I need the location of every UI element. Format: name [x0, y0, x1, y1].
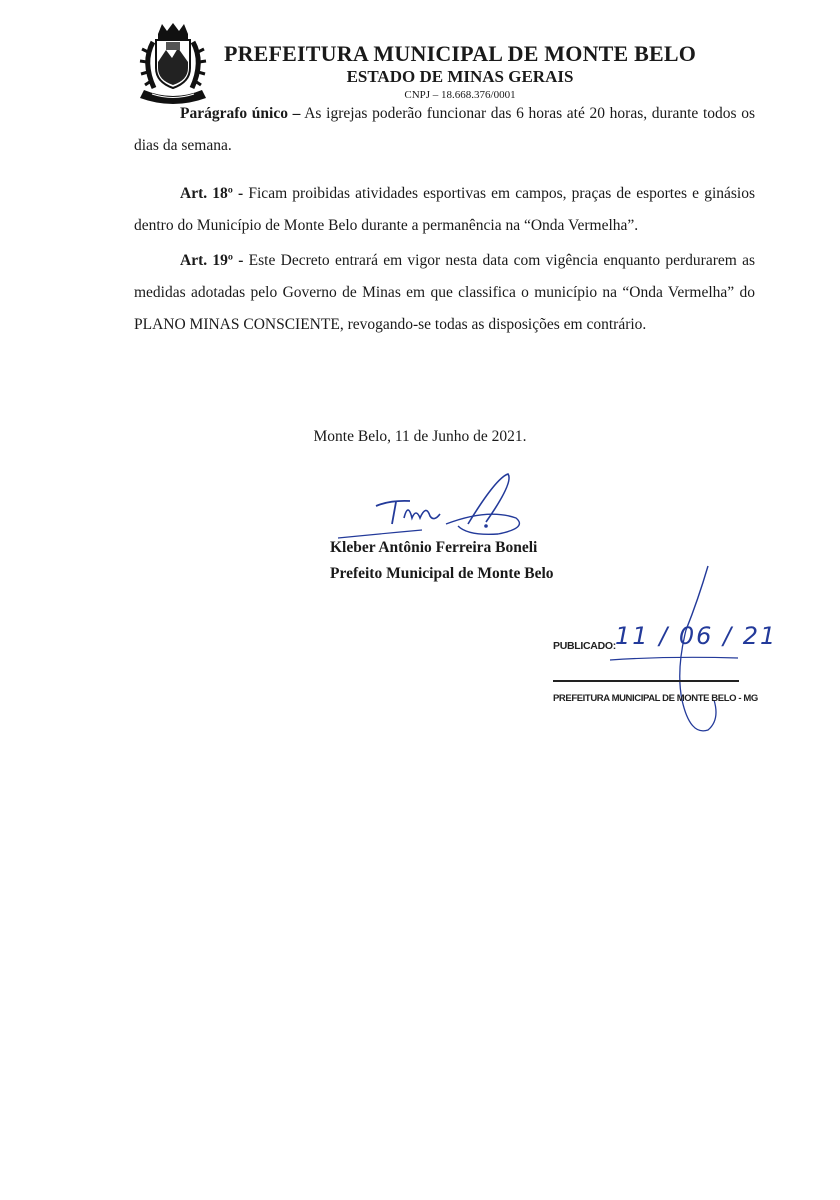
- article-19-label: Art. 19º -: [180, 252, 244, 269]
- paragrafo-unico: [134, 98, 755, 162]
- letterhead-state: ESTADO DE MINAS GERAIS: [346, 67, 574, 86]
- article-19-text: Este Decreto entrará em vigor nesta data com vigência enquanto perdurarem as medidas adotadas pelo Governo de Minas em que classifica o município na “Onda Vermelha” do PLANO MINAS CONSCIENTE, revogando-se todas as disposições em contrário.: [134, 252, 756, 333]
- paragrafo-unico-text: As igrejas poderão funcionar das 6 horas até 20 horas, durante todos os dias da semana.: [134, 105, 755, 154]
- letterhead-cnpj: CNPJ – 18.668.376/0001: [404, 89, 516, 101]
- signer-name: Kleber Antônio Ferreira Boneli: [330, 539, 538, 556]
- signer-block: [330, 535, 554, 587]
- municipal-crest-icon: [136, 22, 210, 104]
- date-line: Monte Belo, 11 de Junho de 2021.: [313, 428, 527, 445]
- letterhead: [200, 42, 720, 102]
- article-18: [134, 178, 755, 242]
- stamp-pen-marks: [548, 560, 748, 760]
- stamp-date: 11 / 06 / 21: [615, 622, 778, 650]
- letterhead-title: PREFEITURA MUNICIPAL DE MONTE BELO: [223, 41, 697, 66]
- article-19: [134, 245, 755, 341]
- paragrafo-unico-label: Parágrafo único –: [180, 105, 301, 122]
- stamp-divider: [553, 680, 739, 682]
- stamp-footer: PREFEITURA MUNICIPAL DE MONTE BELO - MG: [553, 693, 758, 704]
- signer-title: Prefeito Municipal de Monte Belo: [330, 565, 554, 582]
- stamp-label: PUBLICADO:: [553, 640, 616, 652]
- article-18-text: Ficam proibidas atividades esportivas em campos, praças de esportes e ginásios dentro do Município de Monte Belo durante a permanência na “Onda Vermelha”.: [134, 185, 755, 234]
- article-18-label: Art. 18º -: [180, 185, 244, 202]
